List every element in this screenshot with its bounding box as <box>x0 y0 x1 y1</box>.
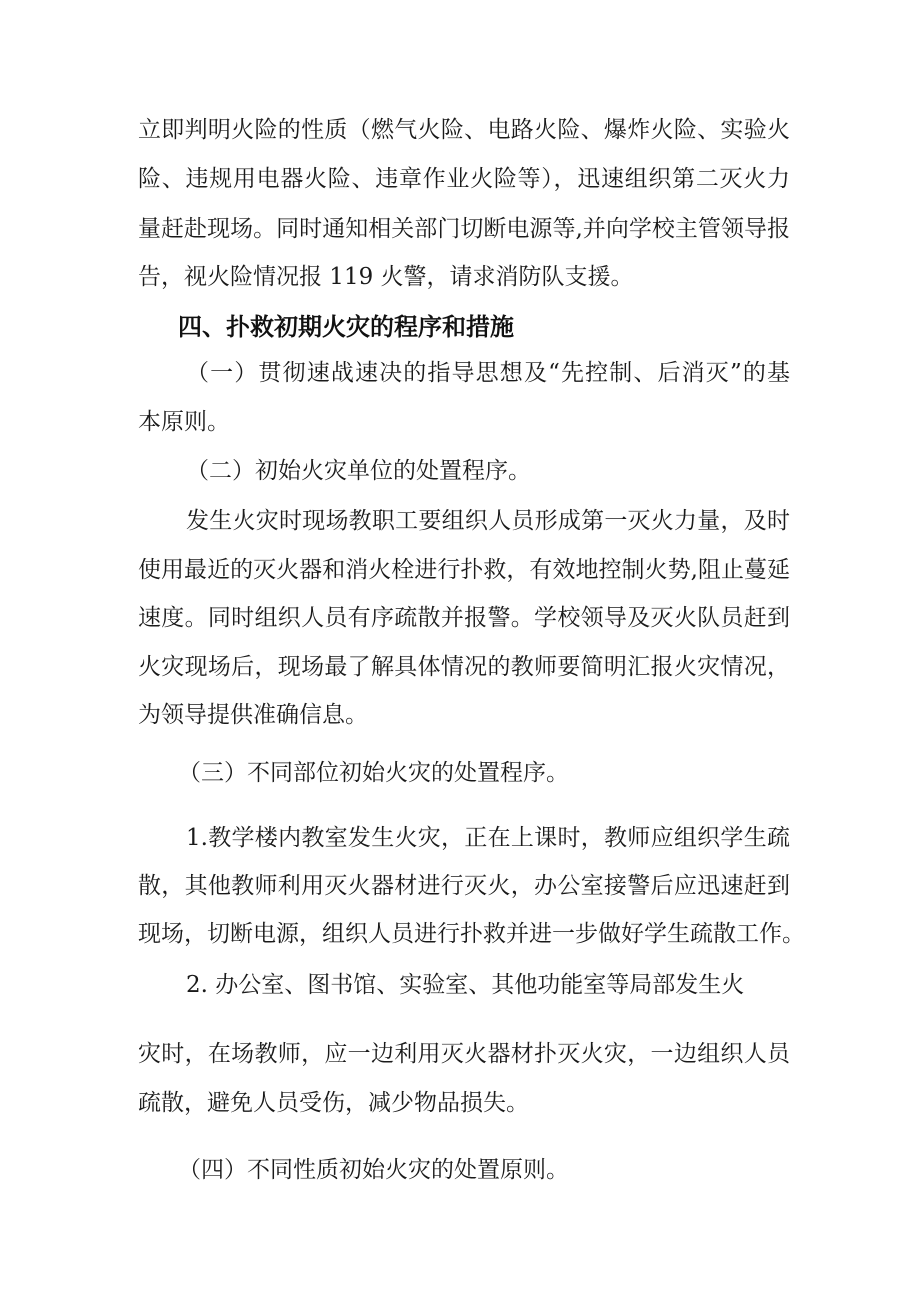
item-2-title: （二）初始火灾单位的处置程序。 <box>186 458 531 484</box>
paragraph-1-line-4: 告，视火险情况报 119 火警，请求消防队支援。 <box>138 264 634 290</box>
item-1-line-1: （一）贯彻速战速决的指导思想及“先控制、后消灭”的基 <box>186 360 790 386</box>
paragraph-1-line-2: 险、违规用电器火险、违章作业火险等），迅速组织第二灭火力 <box>138 166 790 192</box>
paragraph-1-line-1: 立即判明火险的性质（燃气火险、电路火险、爆炸火险、实验火 <box>138 117 790 143</box>
paragraph-4-line-2: 灾时，在场教师，应一边利用灭火器材扑灭火灾，一边组织人员 <box>138 1041 790 1067</box>
paragraph-2-line-5: 为领导提供准确信息。 <box>138 702 368 728</box>
paragraph-1-line-3: 量赶赴现场。同时通知相关部门切断电源等,并向学校主管领导报 <box>138 216 790 242</box>
paragraph-3-line-3: 现场，切断电源，组织人员进行扑救并进一步做好学生疏散工作。 <box>138 921 805 947</box>
paragraph-4-line-3: 疏散，避免人员受伤，减少物品损失。 <box>138 1090 529 1116</box>
paragraph-4-line-1: 2. 办公室、图书馆、实验室、其他功能室等局部发生火 <box>186 972 745 998</box>
section-heading: 四、扑救初期火灾的程序和措施 <box>178 313 514 341</box>
paragraph-2-line-1: 发生火灾时现场教职工要组织人员形成第一灭火力量，及时 <box>186 508 790 534</box>
item-4-title: （四）不同性质初始火灾的处置原则。 <box>178 1157 569 1183</box>
paragraph-2-line-2: 使用最近的灭火器和消火栓进行扑救，有效地控制火势,阻止蔓延 <box>138 557 790 583</box>
paragraph-2-line-3: 速度。同时组织人员有序疏散并报警。学校领导及灭火队员赶到 <box>138 605 790 631</box>
paragraph-2-line-4: 火灾现场后，现场最了解具体情况的教师要简明汇报火灾情况， <box>138 654 790 680</box>
item-1-line-2: 本原则。 <box>138 409 230 435</box>
paragraph-3-line-2: 散，其他教师利用灭火器材进行灭火，办公室接警后应迅速赶到 <box>138 873 790 899</box>
paragraph-3-line-1: 1.教学楼内教室发生火灾，正在上课时，教师应组织学生疏 <box>186 825 790 851</box>
item-3-title: （三）不同部位初始火灾的处置程序。 <box>178 760 569 786</box>
